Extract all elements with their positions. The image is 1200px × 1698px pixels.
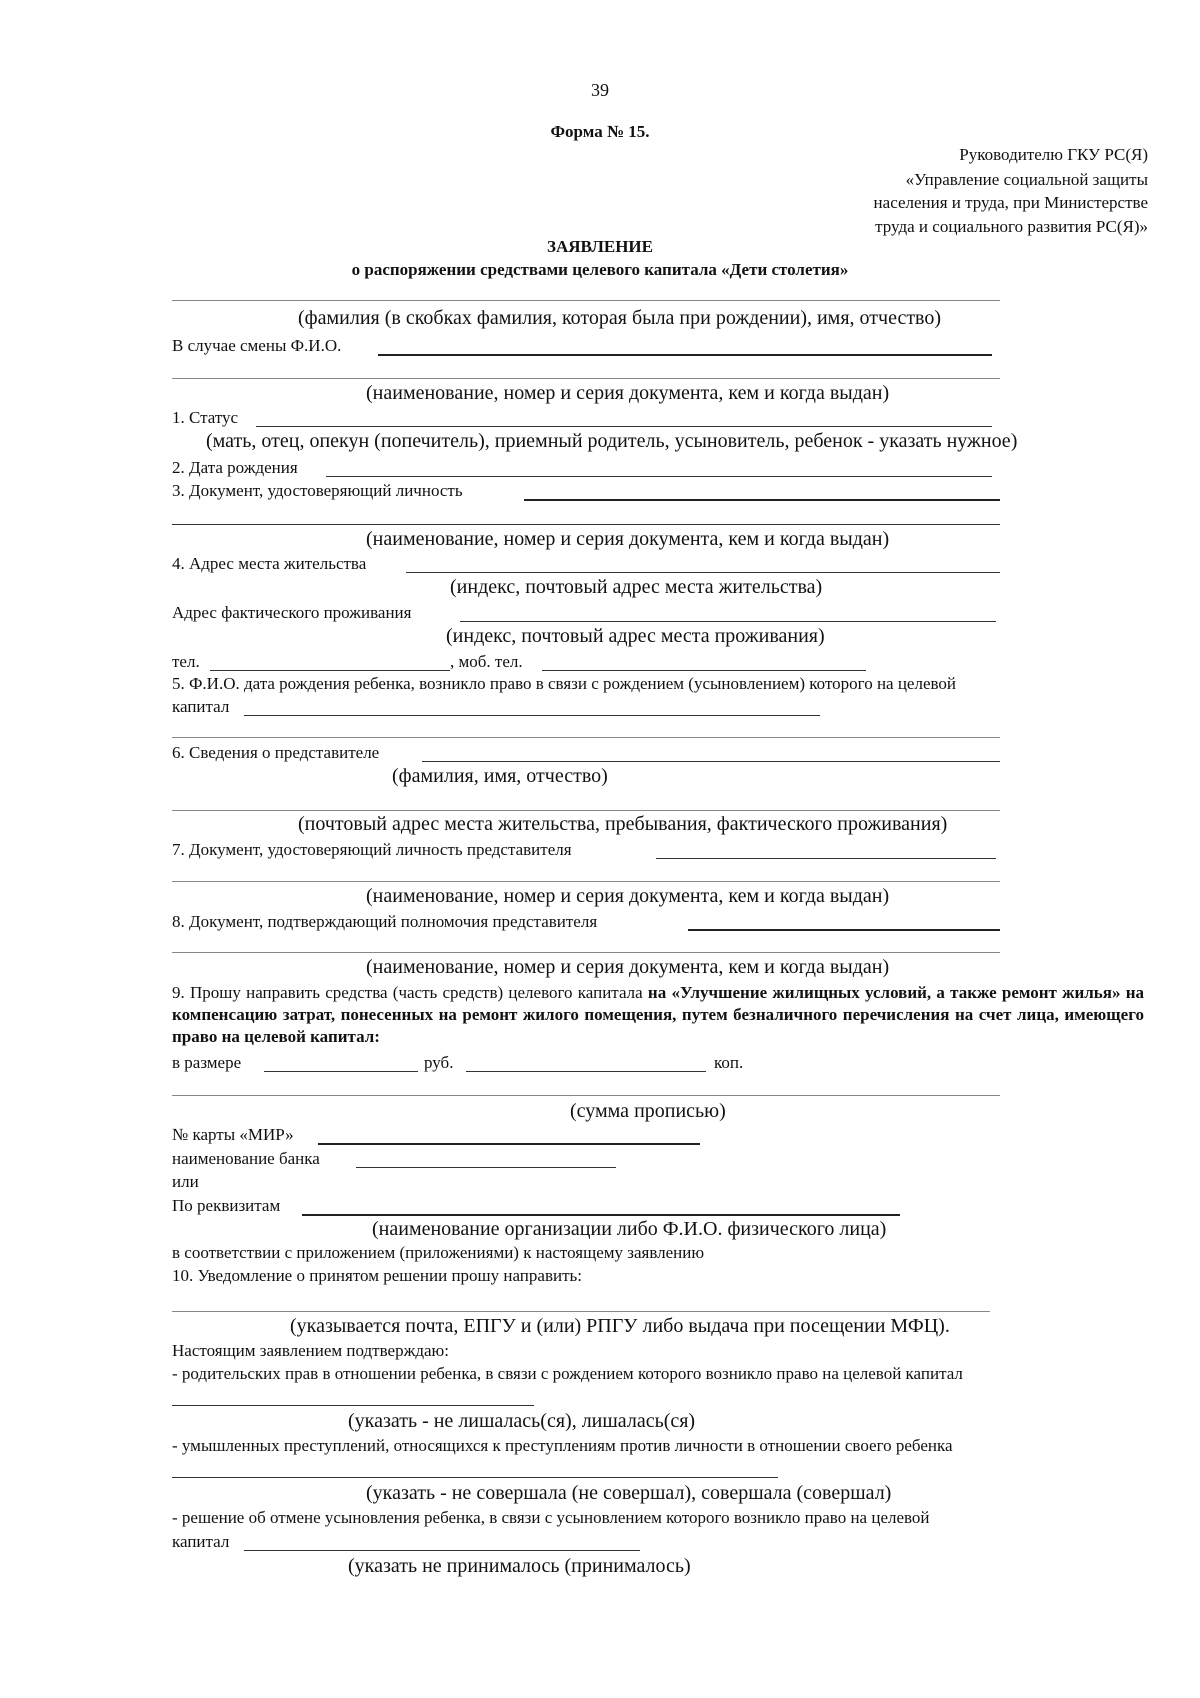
rights-caption: (указать - не лишалась(ся), лишалась(ся) bbox=[348, 1410, 696, 1432]
address-label: 4. Адрес места жительства bbox=[172, 554, 367, 573]
confirm-label: Настоящим заявлением подтверждаю: bbox=[172, 1341, 449, 1360]
item-9-text: 9. Прошу направить средства (часть средств) целевого капитала bbox=[172, 983, 648, 1002]
fio-caption: (фамилия (в скобках фамилия, которая была при рождении), имя, отчество) bbox=[298, 307, 942, 329]
child-field[interactable] bbox=[244, 715, 820, 716]
amount-caption: (сумма прописью) bbox=[570, 1100, 726, 1122]
item-9-paragraph bbox=[172, 982, 1144, 1048]
card-label: № карты «МИР» bbox=[172, 1125, 294, 1144]
rep-authority-label: 8. Документ, подтверждающий полномочия представителя bbox=[172, 912, 598, 931]
fio-change-label: В случае смены Ф.И.О. bbox=[172, 336, 342, 355]
mobile-field[interactable] bbox=[542, 670, 866, 671]
id-doc-field[interactable] bbox=[524, 499, 1000, 501]
child-label: 5. Ф.И.О. дата рождения ребенка, возникло право в связи с рождением (усыновлением) которого на целевой bbox=[172, 674, 957, 693]
rep-id-label: 7. Документ, удостоверяющий личность представителя bbox=[172, 840, 572, 859]
actual-address-caption: (индекс, почтовый адрес места проживания) bbox=[446, 625, 825, 647]
rep-authority-field-2[interactable] bbox=[172, 952, 1000, 953]
rep-id-field[interactable] bbox=[656, 858, 996, 859]
or-label: или bbox=[172, 1172, 199, 1191]
status-label: 1. Статус bbox=[172, 408, 239, 427]
document-subtitle: о распоряжении средствами целевого капитала «Дети столетия» bbox=[351, 260, 849, 279]
addressee-line: Руководителю ГКУ РС(Я) bbox=[959, 145, 1148, 164]
notify-caption: (указывается почта, ЕПГУ и (или) РПГУ либо выдача при посещении МФЦ). bbox=[290, 1315, 950, 1337]
rights-field[interactable] bbox=[172, 1405, 534, 1406]
addressee-line: «Управление социальной защиты bbox=[905, 170, 1148, 189]
fio-field-line[interactable] bbox=[172, 300, 1000, 301]
page-number: 39 bbox=[591, 80, 609, 100]
requisites-label: По реквизитам bbox=[172, 1196, 281, 1215]
phone-field[interactable] bbox=[210, 670, 450, 671]
actual-address-label: Адрес фактического проживания bbox=[172, 603, 412, 622]
actual-address-field[interactable] bbox=[460, 621, 996, 622]
adoption-text: - решение об отмене усыновления ребенка, в связи с усыновлением которого возникло право на целевой bbox=[172, 1508, 930, 1527]
phone-label: тел. bbox=[172, 652, 200, 671]
child-field-2[interactable] bbox=[172, 737, 1000, 738]
amount-words-field[interactable] bbox=[172, 1095, 1000, 1096]
doc-caption: (наименование, номер и серия документа, кем и когда выдан) bbox=[366, 956, 890, 978]
status-caption: (мать, отец, опекун (попечитель), приемный родитель, усыновитель, ребенок - указать нужное) bbox=[206, 430, 1018, 452]
kop-field[interactable] bbox=[466, 1071, 706, 1072]
address-caption: (индекс, почтовый адрес места жительства) bbox=[450, 576, 823, 598]
id-doc-field-2[interactable] bbox=[172, 524, 1000, 525]
bank-field[interactable] bbox=[356, 1167, 616, 1168]
confirm-crimes-text: - умышленных преступлений, относящихся к преступлениям против личности в отношении своего ребенка bbox=[172, 1436, 953, 1455]
adoption-field[interactable] bbox=[244, 1550, 640, 1551]
doc-caption: (наименование, номер и серия документа, кем и когда выдан) bbox=[366, 528, 890, 550]
doc-caption: (наименование, номер и серия документа, кем и когда выдан) bbox=[366, 885, 890, 907]
addressee-line: населения и труда, при Министерстве bbox=[873, 193, 1148, 212]
requisites-field[interactable] bbox=[302, 1214, 900, 1216]
crimes-field[interactable] bbox=[172, 1477, 778, 1478]
status-field[interactable] bbox=[256, 426, 992, 427]
attachment-text: в соответствии с приложением (приложениями) к настоящему заявлению bbox=[172, 1243, 705, 1262]
child-label-continued: капитал bbox=[172, 697, 230, 716]
birth-date-label: 2. Дата рождения bbox=[172, 458, 298, 477]
representative-label: 6. Сведения о представителе bbox=[172, 743, 380, 762]
rep-id-field-2[interactable] bbox=[172, 881, 1000, 882]
rub-label: руб. bbox=[424, 1053, 454, 1072]
representative-name-caption: (фамилия, имя, отчество) bbox=[392, 765, 608, 787]
crimes-caption: (указать - не совершала (не совершал), совершала (совершал) bbox=[366, 1482, 892, 1504]
address-field[interactable] bbox=[406, 572, 1000, 573]
adoption-caption: (указать не принималось (принималось) bbox=[348, 1555, 691, 1577]
notify-field[interactable] bbox=[172, 1311, 990, 1312]
form-title: Форма № 15. bbox=[550, 122, 650, 141]
item-9-bold-text: на «Улучшение жилищных условий, а также ремонт жилья» на компенсацию затрат, понесенных на ремонт жилого помещения, путем безналичного перечисления на счет лица, имеющего право на целевой капитал: bbox=[172, 983, 1144, 1046]
representative-address-field[interactable] bbox=[172, 810, 1000, 811]
birth-date-field[interactable] bbox=[326, 476, 992, 477]
doc-caption: (наименование, номер и серия документа, кем и когда выдан) bbox=[366, 382, 890, 404]
org-caption: (наименование организации либо Ф.И.О. физического лица) bbox=[372, 1218, 887, 1240]
rep-authority-field[interactable] bbox=[688, 929, 1000, 931]
representative-address-caption: (почтовый адрес места жительства, пребывания, фактического проживания) bbox=[298, 813, 948, 835]
document-title: ЗАЯВЛЕНИЕ bbox=[546, 237, 653, 256]
rub-field[interactable] bbox=[264, 1071, 418, 1072]
mobile-label: , моб. тел. bbox=[450, 652, 523, 671]
bank-label: наименование банка bbox=[172, 1149, 320, 1168]
kop-label: коп. bbox=[714, 1053, 744, 1072]
representative-field[interactable] bbox=[422, 761, 1000, 762]
amount-label: в размере bbox=[172, 1053, 242, 1072]
confirm-rights-text: - родительских прав в отношении ребенка, в связи с рождением которого возникло право на целевой капитал bbox=[172, 1364, 963, 1383]
notify-label: 10. Уведомление о принятом решении прошу направить: bbox=[172, 1266, 582, 1285]
id-doc-label: 3. Документ, удостоверяющий личность bbox=[172, 481, 463, 500]
fio-change-field[interactable] bbox=[378, 354, 992, 356]
adoption-label-continued: капитал bbox=[172, 1532, 230, 1551]
addressee-line: труда и социального развития РС(Я)» bbox=[875, 217, 1148, 236]
fio-change-field-2[interactable] bbox=[172, 378, 1000, 379]
card-field[interactable] bbox=[318, 1143, 700, 1145]
